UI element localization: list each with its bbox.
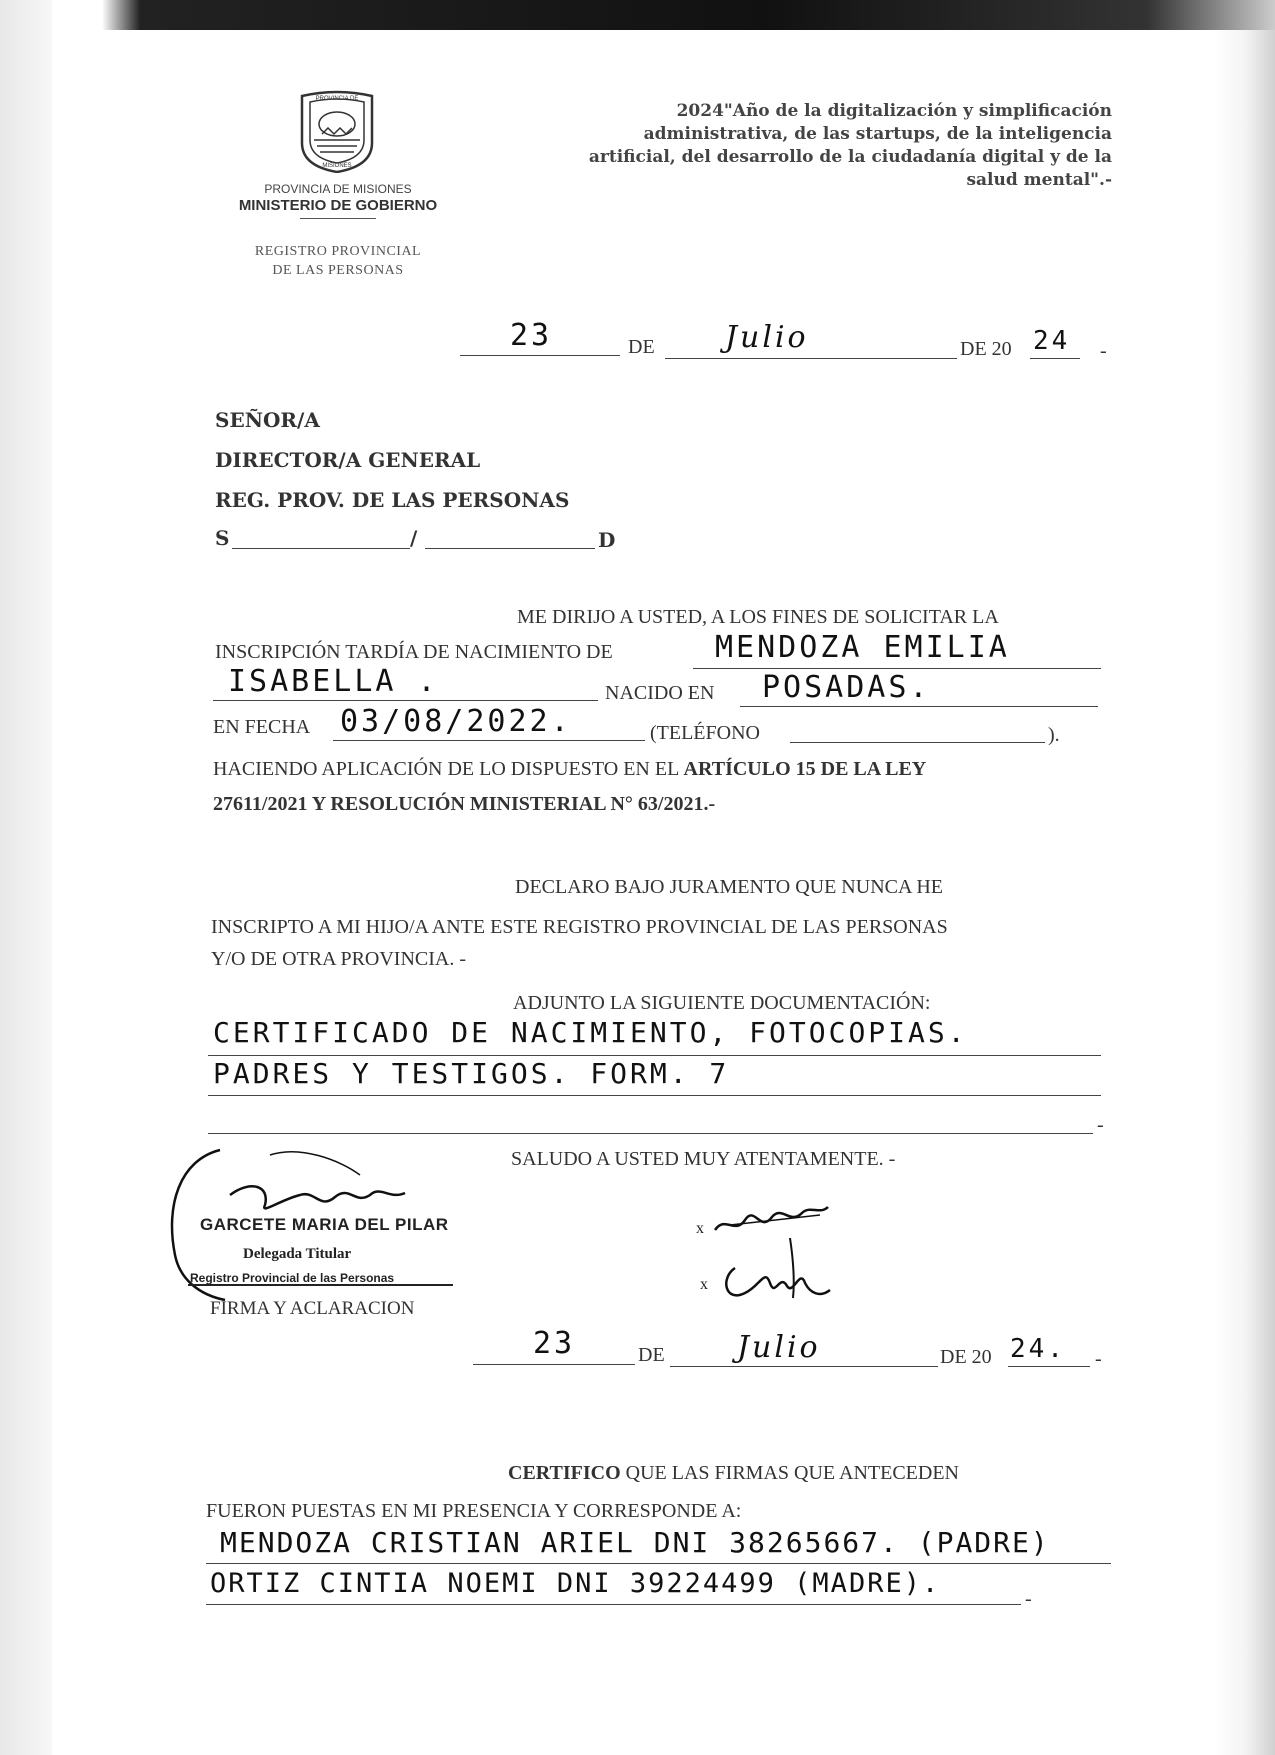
birth-date: 03/08/2022. [340, 704, 572, 739]
para1-line1: ME DIRIJO A USTED, A LOS FINES DE SOLICITAR LA [517, 606, 999, 628]
addressee-s: S [215, 526, 230, 550]
date2-end: - [1095, 1348, 1102, 1370]
para1-line5 [213, 758, 926, 781]
date1-month-line [665, 358, 957, 359]
date2-year-line [1008, 1366, 1090, 1367]
header-registry-line1: REGISTRO PROVINCIAL [254, 244, 422, 259]
date1-year-line [1030, 358, 1080, 359]
date2-month-line [670, 1366, 938, 1367]
docs-attached-2: PADRES Y TESTIGOS. FORM. 7 [213, 1057, 730, 1090]
header-registry-line2: DE LAS PERSONAS [272, 263, 404, 278]
telefono-label: (TELÉFONO [650, 722, 760, 744]
certify-line-a [206, 1563, 1111, 1564]
date1-month: Julio [725, 320, 809, 355]
date1-de-label: DE [628, 336, 655, 358]
para1-line2: INSCRIPCIÓN TARDÍA DE NACIMIENTO DE [215, 641, 613, 663]
addressee-slash: / [410, 526, 418, 550]
date2-de-year-label: DE 20 [940, 1346, 992, 1368]
addressee-line2: DIRECTOR/A GENERAL [215, 448, 481, 472]
certify-bold: CERTIFICO [508, 1462, 621, 1484]
child-name-part2: ISABELLA . [228, 664, 439, 699]
header-ministry: MINISTERIO DE GOBIERNO [238, 197, 438, 214]
docs-attached-1: CERTIFICADO DE NACIMIENTO, FOTOCOPIAS. [213, 1016, 968, 1049]
addressee-line-b [425, 548, 595, 549]
date2-year: 24. [1010, 1334, 1066, 1364]
scan-border-top [0, 0, 1275, 30]
certify-line2: FUERON PUESTAS EN MI PRESENCIA Y CORRESPONDE A: [206, 1500, 742, 1522]
header-province: PROVINCIA DE MISIONES [264, 182, 412, 196]
para2-line2: INSCRIPTO A MI HIJO/A ANTE ESTE REGISTRO PROVINCIAL DE LAS PERSONAS [211, 916, 948, 938]
signature-mark-2: x [700, 1276, 708, 1293]
stamp-name: GARCETE MARIA DEL PILAR [200, 1215, 449, 1234]
closing-salutation: SALUDO A USTED MUY ATENTAMENTE. - [511, 1148, 896, 1170]
certify-line-b [206, 1604, 1021, 1605]
addressee-d: D [598, 528, 616, 552]
certify-end: - [1025, 1588, 1032, 1610]
date1-end: - [1100, 340, 1107, 362]
date2-de-label: DE [638, 1344, 665, 1366]
certify-rest: QUE LAS FIRMAS QUE ANTECEDEN [620, 1462, 959, 1484]
seal-top-text: PROVINCIA DE [315, 96, 359, 102]
child-name-part1: MENDOZA EMILIA [715, 630, 1010, 665]
docs-end: - [1097, 1114, 1104, 1136]
parent-signature-2-icon [715, 1228, 835, 1308]
firma-aclaracion-label: FIRMA Y ACLARACION [210, 1298, 415, 1319]
certify-person-1: MENDOZA CRISTIAN ARIEL DNI 38265667. (PADRE) [220, 1526, 1050, 1559]
date2-day: 23 [533, 1326, 576, 1361]
year-motto: 2024"Año de la digitalización y simplificación administrativa, de las startups, de la inteligencia artificial, del desarrollo de la ciudadanía digital y de la salud mental".- [588, 101, 1112, 190]
name-line-2 [213, 700, 598, 701]
para1-line6: 27611/2021 Y RESOLUCIÓN MINISTERIAL N° 63/2021.- [213, 793, 716, 815]
telefono-close: ). [1048, 724, 1060, 746]
docs-line-3 [208, 1133, 1093, 1134]
name-line-1 [693, 668, 1101, 669]
certify-line1 [508, 1462, 959, 1485]
seal-bottom-text: MISIONES [322, 163, 352, 169]
date1-de-year-label: DE 20 [960, 338, 1012, 360]
date1-year: 24 [1033, 326, 1071, 356]
scan-border-left [0, 0, 52, 1755]
addressee-line-a [232, 548, 410, 549]
para2-line3: Y/O DE OTRA PROVINCIA. - [211, 948, 466, 970]
para3-line1: ADJUNTO LA SIGUIENTE DOCUMENTACIÓN: [513, 992, 931, 1014]
date2-month: Julio [737, 1330, 821, 1365]
header-divider [300, 218, 376, 219]
birth-place: POSADAS. [762, 670, 931, 705]
docs-line-1 [208, 1055, 1101, 1056]
signature-mark-1: x [696, 1220, 704, 1237]
para2-line1: DECLARO BAJO JURAMENTO QUE NUNCA HE [515, 876, 943, 898]
stamp-org: Registro Provincial de las Personas [190, 1271, 395, 1285]
date1-day: 23 [510, 318, 553, 353]
misiones-coat-of-arms-icon [292, 88, 382, 173]
nacido-en-label: NACIDO EN [605, 682, 715, 704]
telefono-line [790, 742, 1045, 743]
docs-line-2 [208, 1095, 1101, 1096]
certify-person-2: ORTIZ CINTIA NOEMI DNI 39224499 (MADRE). [210, 1568, 941, 1599]
scan-shadow-right [1215, 30, 1275, 1755]
addressee-line3: REG. PROV. DE LAS PERSONAS [215, 488, 570, 512]
addressee-line1: SEÑOR/A [215, 408, 320, 432]
stamp-role: Delegada Titular [243, 1246, 352, 1262]
date2-day-line [473, 1364, 635, 1365]
para1-line5b: ARTÍCULO 15 DE LA LEY [683, 758, 927, 780]
birth-date-line [333, 740, 645, 741]
date1-day-line [460, 355, 620, 356]
place-line [740, 706, 1098, 707]
para1-line5a: HACIENDO APLICACIÓN DE LO DISPUESTO EN EL [213, 758, 684, 780]
stamp-line [188, 1284, 453, 1286]
en-fecha-label: EN FECHA [213, 716, 311, 738]
